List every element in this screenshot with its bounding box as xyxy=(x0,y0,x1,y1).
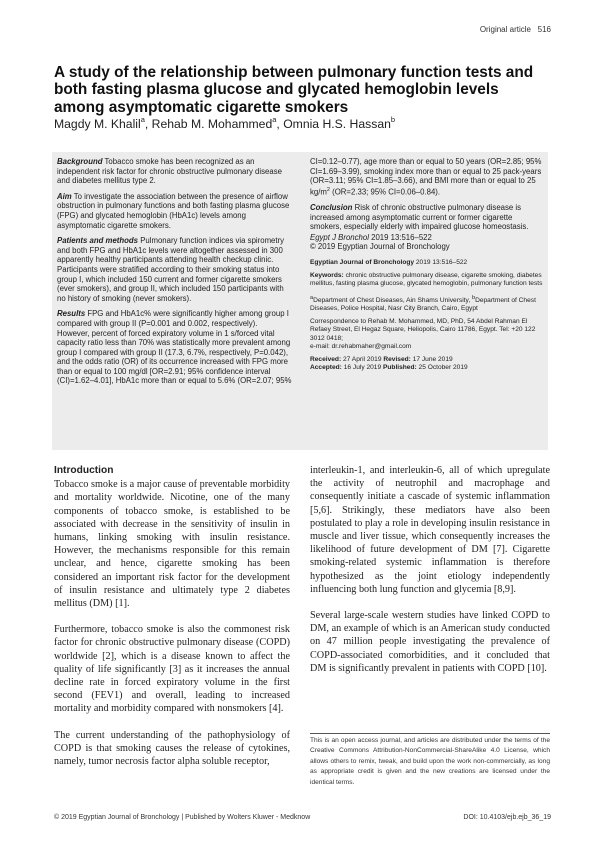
abstract-text: Pulmonary function indices via spirometry and both FPG and HbA1c levels were altogether assessed in 300 apparently healthy participants attending health checkup clinic. Participants were stratified according to their smoking status into group I, which included 150 current and former cigarette smokers (ever smokers), and group II, which included 150 participants with no history of smoking (never smokers). xyxy=(57,236,285,303)
author-list: Magdy M. Khalil$^a$, Rehab M. Mohammed$^a$, Omnia H.S. Hassan$^b$ xyxy=(54,115,396,131)
abstract-text: FPG and HbA1c% were significantly higher among group I compared with group II (P=0.001 and 0.002, respectively). However, percent of forced expiratory volume in 1 s/forced vital capacity ratio less than 70% was statistically more prevalent among group I compared with group II (17.3, 6.7%, respectively, P=0.042), and the odds ratio (OR) of its occurrence increased with FPG more than or equal to 100 mg/dl [OR=2.91; 95% confidence interval (CI)=1.62–4.01], HbA1c more than or equal to 5.6% (OR=2.07; 95% xyxy=(57,309,292,386)
abstract-results-continued xyxy=(310,157,544,197)
author-name: Magdy M. Khalil xyxy=(54,117,141,131)
journal-ref: 2019 13:516–522 xyxy=(415,258,468,266)
date-value: 25 October 2019 xyxy=(418,364,468,372)
superscript: a xyxy=(310,294,314,301)
license-divider xyxy=(310,733,550,734)
correspondence-text: Correspondence to Rehab M. Mohammed, MD, PhD, 54 Abdel Rahman El Refaey Street, El Hegaz Square, Heliopolis, Cairo 11786, Egypt. Tel: +20 122 3012 0418; xyxy=(310,318,536,342)
superscript: 2 xyxy=(326,186,330,193)
citation-ref: 2019 13:516–522 xyxy=(371,232,432,242)
citation xyxy=(310,233,544,243)
abstract-text: CI=0.12–0.77), age more than or equal to 50 years (OR=2.85; 95% CI=1.69–3.99), smoking index more than or equal to 25 pack-years (OR=3.11; 95% CI=1.85–3.66), and BMI more than or equal to 25 kg/m xyxy=(310,157,542,197)
abstract-text: To investigate the association between the presence of airflow obstruction in pulmonary functions and both fasting plasma glucose (FPG) and glycated hemoglobin (HbA1c) levels among asymptomatic cigarette smokers. xyxy=(57,191,290,230)
date-label: Accepted: xyxy=(310,364,342,372)
author-name: Omnia H.S. Hassan xyxy=(283,117,391,131)
date-value: 27 April 2019 xyxy=(343,355,382,363)
abstract-label: Aim xyxy=(57,191,72,201)
author-affiliation-mark: b xyxy=(390,115,396,124)
abstract-background xyxy=(57,157,292,186)
date-value: 17 June 2019 xyxy=(412,355,453,363)
abstract-text: Risk of chronic obstructive pulmonary disease is increased among asymptomatic current or former cigarette smokers, especially elderly with impaired glucose homeostasis. xyxy=(310,202,529,232)
abstract-text: Tobacco smoke has been recognized as an independent risk factor for chronic obstructive pulmonary disease and diabetes mellitus type 2. xyxy=(57,157,282,186)
page-number: 516 xyxy=(537,25,551,34)
abstract-methods xyxy=(57,236,292,303)
journal-line xyxy=(310,259,544,267)
date-label: Published: xyxy=(382,364,417,372)
abstract-conclusion xyxy=(310,203,544,232)
dates xyxy=(310,356,544,372)
abstract-results xyxy=(57,309,292,386)
date-label: Received: xyxy=(310,355,342,363)
superscript: b xyxy=(472,294,476,301)
abstract-label: Patients and methods xyxy=(57,236,139,246)
correspondence xyxy=(310,318,544,343)
affiliation-b: Department of Chest Diseases, Police Hospital, Nasr City Branch, Cairo, Egypt xyxy=(310,296,536,312)
abstract-label: Background xyxy=(57,157,103,166)
article-title: A study of the relationship between pulmonary function tests and both fasting plasma glucose and glycated hemoglobin levels among asymptomatic cigarette smokers xyxy=(54,64,534,116)
author-affiliation-mark: a xyxy=(272,115,277,124)
paragraph: Furthermore, tobacco smoke is also the commonest risk factor for chronic obstructive pulmonary disease (COPD) worldwide [2], which is a disease known to affect the quality of life significantly [3] as it increases the annual decline rate in forced expiratory volume in the first second (FEV1) and overall, leading to increased mortality and morbidity compared with nonsmokers [4]. xyxy=(54,624,290,715)
journal-name: Egyptian Journal of Bronchology xyxy=(310,258,415,266)
paragraph: Tobacco smoke is a major cause of preventable morbidity and mortality worldwide. Nicotine, one of the many components of tobacco smoke, is established to be associated with decrease in the sensitivity of insulin in humans, linking smoking with insulin resistance. However, the mechanisms responsible for this remain unclear, and hence, cigarette smoking has been considered an important risk factor for the development of insulin resistance and ultimately type 2 diabetes mellitus (DM) [1]. xyxy=(54,479,290,610)
abstract-text: (OR=2.33; 95% CI=0.06–0.84). xyxy=(329,187,441,197)
abstract-label: Results xyxy=(57,309,86,319)
paragraph: interleukin-1, and interleukin-6, all of which upregulate the activity of neutrophil and macrophage and consequently initiate a cascade of systemic inflammation [5,6]. Strikingly, these mediators have also been postulated to play a role in developing insulin resistance in muscle and liver tissue, which consequently increases the likelihood of future development of DM [7]. Cigarette smoking-related systemic inflammation is therefore hypothesized as the joint etiology independently influencing both lung function and glycemia [8,9]. xyxy=(310,465,550,595)
keywords-label: Keywords: xyxy=(310,272,344,280)
article-type: Original article xyxy=(479,25,531,34)
article-metadata xyxy=(310,259,544,372)
citation-journal: Egypt J Bronchol xyxy=(310,232,369,242)
abstract-box xyxy=(52,152,548,450)
author-name: Rehab M. Mohammed xyxy=(151,117,273,131)
body-right-column xyxy=(310,464,550,688)
abstract-aim xyxy=(57,192,292,230)
email: e-mail: dr.rehabmaher@gmail.com xyxy=(310,342,412,350)
keywords xyxy=(310,272,544,288)
body-left-column xyxy=(54,464,290,781)
paragraph: Several large-scale western studies have linked COPD to DM, an example of which is an American study conducted on 47 million people investigating the prevalence of COPD-associated comorbidities, and it concluded that DM is significantly prevalent in patients with COPD [10]. xyxy=(310,610,550,674)
abstract-copyright: © 2019 Egyptian Journal of Bronchology xyxy=(310,242,450,252)
affiliations xyxy=(310,294,544,314)
affiliation-a: Department of Chest Diseases, Ain Shams University, xyxy=(313,296,471,304)
abstract-right-column xyxy=(310,157,544,377)
paragraph: The current understanding of the pathophysiology of COPD is that smoking causes the release of cytokines, namely, tumor necrosis factor alpha soluble receptor, xyxy=(54,729,290,768)
section-heading: Introduction xyxy=(54,465,114,476)
keywords-text: chronic obstructive pulmonary disease, cigarette smoking, diabetes mellitus, fasting plasma glucose, glycated hemoglobin, pulmonary function tests xyxy=(310,272,543,288)
date-label: Revised: xyxy=(383,355,411,363)
abstract-left-column xyxy=(57,157,292,392)
date-value: 16 July 2019 xyxy=(343,364,382,372)
author-affiliation-mark: a xyxy=(140,115,145,124)
footer-doi: DOI: 10.4103/ejb.ejb_36_19 xyxy=(463,814,551,821)
footer-copyright: © 2019 Egyptian Journal of Bronchology | Published by Wolters Kluwer - Medknow xyxy=(54,814,311,821)
license-note: This is an open access journal, and articles are distributed under the terms of the Creative Commons Attribution-NonCommercial-ShareAlike 4.0 License, which allows others to remix, tweak, and build upon the work non-commercially, as long as appropriate credit is given and the new creations are licensed under the identical terms. xyxy=(310,737,550,786)
page-header xyxy=(480,25,551,34)
abstract-label: Conclusion xyxy=(310,202,353,212)
